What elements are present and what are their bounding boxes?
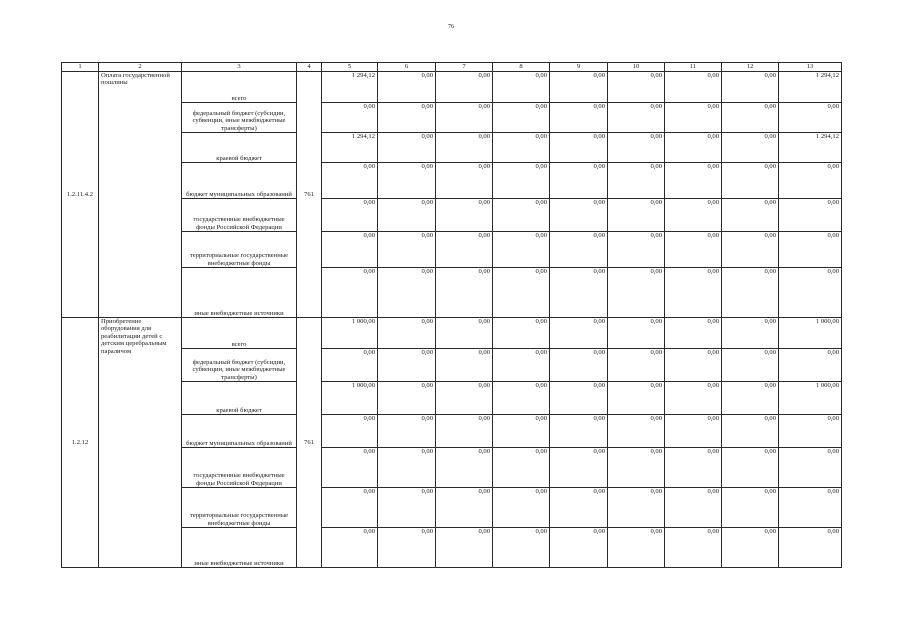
funding-source: всего	[182, 72, 297, 103]
amount-cell: 0,00	[779, 488, 842, 528]
amount-cell: 0,00	[436, 72, 493, 103]
table-body	[62, 72, 842, 568]
item-code: 1.2.12	[62, 318, 99, 568]
item-code: 1.2.11.4.2	[62, 72, 99, 318]
amount-cell: 0,00	[722, 133, 779, 163]
amount-cell: 0,00	[493, 268, 550, 318]
amount-cell: 0,00	[378, 72, 436, 103]
amount-cell: 0,00	[608, 318, 665, 349]
amount-cell: 0,00	[665, 528, 722, 568]
funding-source: бюджет муниципальных образований	[182, 415, 297, 448]
amount-cell: 0,00	[665, 448, 722, 488]
amount-cell: 0,00	[722, 103, 779, 133]
amount-cell: 0,00	[550, 528, 608, 568]
amount-cell: 0,00	[779, 232, 842, 268]
amount-cell: 0,00	[493, 528, 550, 568]
amount-cell: 0,00	[550, 72, 608, 103]
amount-cell: 0,00	[665, 103, 722, 133]
amount-cell: 0,00	[608, 163, 665, 199]
amount-cell: 0,00	[493, 488, 550, 528]
amount-cell: 1 294,12	[322, 72, 378, 103]
amount-cell: 0,00	[550, 199, 608, 232]
header-cell: 13	[779, 63, 842, 72]
amount-cell: 0,00	[436, 163, 493, 199]
amount-cell: 0,00	[722, 199, 779, 232]
amount-cell: 0,00	[779, 528, 842, 568]
header-cell: 10	[608, 63, 665, 72]
amount-cell: 0,00	[779, 103, 842, 133]
amount-cell: 0,00	[550, 382, 608, 415]
amount-cell: 0,00	[436, 415, 493, 448]
amount-cell: 0,00	[779, 349, 842, 382]
amount-cell: 0,00	[550, 318, 608, 349]
amount-cell: 0,00	[378, 382, 436, 415]
amount-cell: 0,00	[322, 349, 378, 382]
amount-cell: 0,00	[322, 103, 378, 133]
amount-cell: 0,00	[550, 232, 608, 268]
amount-cell: 0,00	[378, 488, 436, 528]
amount-cell: 0,00	[608, 133, 665, 163]
amount-cell: 0,00	[436, 318, 493, 349]
header-cell: 2	[99, 63, 182, 72]
amount-cell: 0,00	[493, 163, 550, 199]
funding-source: иные внебюджетные источники	[182, 528, 297, 568]
amount-cell: 0,00	[493, 318, 550, 349]
amount-cell: 0,00	[378, 199, 436, 232]
amount-cell: 0,00	[550, 349, 608, 382]
amount-cell: 0,00	[378, 232, 436, 268]
amount-cell: 0,00	[322, 415, 378, 448]
amount-cell: 0,00	[722, 318, 779, 349]
amount-cell: 0,00	[436, 199, 493, 232]
amount-cell: 0,00	[378, 268, 436, 318]
grbs-code: 761	[297, 72, 322, 318]
amount-cell: 0,00	[493, 103, 550, 133]
amount-cell: 0,00	[722, 488, 779, 528]
amount-cell: 0,00	[722, 528, 779, 568]
amount-cell: 0,00	[378, 415, 436, 448]
header-cell: 6	[378, 63, 436, 72]
amount-cell: 1 294,12	[322, 133, 378, 163]
amount-cell: 0,00	[493, 199, 550, 232]
funding-source: краевой бюджет	[182, 382, 297, 415]
header-cell: 1	[62, 63, 99, 72]
amount-cell: 0,00	[722, 268, 779, 318]
amount-cell: 1 000,00	[779, 382, 842, 415]
amount-cell: 0,00	[436, 349, 493, 382]
amount-cell: 0,00	[493, 72, 550, 103]
amount-cell: 0,00	[722, 415, 779, 448]
header-cell: 8	[493, 63, 550, 72]
amount-cell: 0,00	[436, 268, 493, 318]
item-title: Приобретение оборудования для реабилитации детей с детским церебральным параличом	[99, 318, 182, 568]
amount-cell: 0,00	[608, 488, 665, 528]
amount-cell: 0,00	[322, 163, 378, 199]
funding-source: территориальные государственные внебюджетные фонды	[182, 488, 297, 528]
amount-cell: 0,00	[722, 163, 779, 199]
amount-cell: 0,00	[493, 382, 550, 415]
amount-cell: 0,00	[608, 103, 665, 133]
header-cell: 7	[436, 63, 493, 72]
header-row	[62, 63, 842, 72]
amount-cell: 0,00	[493, 232, 550, 268]
amount-cell: 0,00	[322, 232, 378, 268]
amount-cell: 0,00	[665, 199, 722, 232]
amount-cell: 1 000,00	[322, 382, 378, 415]
amount-cell: 0,00	[779, 448, 842, 488]
grbs-code: 761	[297, 318, 322, 568]
amount-cell: 0,00	[608, 415, 665, 448]
amount-cell: 0,00	[550, 103, 608, 133]
funding-source: территориальные государственные внебюджетные фонды	[182, 232, 297, 268]
amount-cell: 0,00	[322, 448, 378, 488]
amount-cell: 0,00	[722, 232, 779, 268]
table-row	[62, 318, 842, 349]
header-cell: 4	[297, 63, 322, 72]
amount-cell: 0,00	[665, 318, 722, 349]
amount-cell: 0,00	[550, 448, 608, 488]
amount-cell: 0,00	[779, 415, 842, 448]
header-cell: 9	[550, 63, 608, 72]
amount-cell: 0,00	[665, 349, 722, 382]
amount-cell: 0,00	[665, 382, 722, 415]
amount-cell: 1 294,12	[779, 133, 842, 163]
funding-source: всего	[182, 318, 297, 349]
amount-cell: 0,00	[378, 349, 436, 382]
amount-cell: 0,00	[779, 163, 842, 199]
amount-cell: 0,00	[378, 163, 436, 199]
amount-cell: 0,00	[722, 448, 779, 488]
funding-source: краевой бюджет	[182, 133, 297, 163]
amount-cell: 0,00	[322, 199, 378, 232]
funding-source: федеральный бюджет (субсидии, субвенции, иные межбюджетные трансферты)	[182, 349, 297, 382]
amount-cell: 0,00	[608, 448, 665, 488]
amount-cell: 0,00	[722, 349, 779, 382]
amount-cell: 0,00	[550, 163, 608, 199]
funding-source: государственные внебюджетные фонды Российской Федерации	[182, 199, 297, 232]
amount-cell: 0,00	[436, 103, 493, 133]
amount-cell: 1 000,00	[322, 318, 378, 349]
amount-cell: 0,00	[550, 133, 608, 163]
funding-source: федеральный бюджет (субсидии, субвенции, иные межбюджетные трансферты)	[182, 103, 297, 133]
amount-cell: 0,00	[779, 268, 842, 318]
amount-cell: 0,00	[665, 232, 722, 268]
amount-cell: 0,00	[436, 133, 493, 163]
amount-cell: 0,00	[436, 488, 493, 528]
amount-cell: 1 000,00	[779, 318, 842, 349]
header-cell: 3	[182, 63, 297, 72]
amount-cell: 0,00	[436, 528, 493, 568]
amount-cell: 0,00	[665, 72, 722, 103]
amount-cell: 0,00	[493, 133, 550, 163]
funding-source: бюджет муниципальных образований	[182, 163, 297, 199]
amount-cell: 0,00	[665, 415, 722, 448]
header-cell: 12	[722, 63, 779, 72]
item-title: Оплата государственной пошлины	[99, 72, 182, 318]
amount-cell: 0,00	[436, 232, 493, 268]
amount-cell: 0,00	[322, 488, 378, 528]
header-cell: 11	[665, 63, 722, 72]
amount-cell: 0,00	[493, 448, 550, 488]
amount-cell: 0,00	[608, 349, 665, 382]
funding-source: иные внебюджетные источники	[182, 268, 297, 318]
amount-cell: 0,00	[722, 72, 779, 103]
amount-cell: 0,00	[722, 382, 779, 415]
amount-cell: 0,00	[665, 163, 722, 199]
amount-cell: 0,00	[550, 415, 608, 448]
table-row	[62, 72, 842, 103]
amount-cell: 0,00	[779, 199, 842, 232]
header-cell: 5	[322, 63, 378, 72]
amount-cell: 0,00	[322, 268, 378, 318]
amount-cell: 0,00	[608, 528, 665, 568]
amount-cell: 0,00	[608, 232, 665, 268]
amount-cell: 0,00	[378, 448, 436, 488]
amount-cell: 0,00	[493, 349, 550, 382]
amount-cell: 0,00	[608, 382, 665, 415]
amount-cell: 0,00	[608, 199, 665, 232]
amount-cell: 0,00	[665, 488, 722, 528]
amount-cell: 0,00	[436, 382, 493, 415]
amount-cell: 0,00	[665, 268, 722, 318]
amount-cell: 0,00	[378, 318, 436, 349]
amount-cell: 0,00	[378, 528, 436, 568]
budget-table	[61, 62, 842, 568]
amount-cell: 0,00	[436, 448, 493, 488]
funding-source: государственные внебюджетные фонды Российской Федерации	[182, 448, 297, 488]
amount-cell: 0,00	[608, 268, 665, 318]
amount-cell: 0,00	[322, 528, 378, 568]
amount-cell: 0,00	[378, 133, 436, 163]
amount-cell: 0,00	[665, 133, 722, 163]
amount-cell: 0,00	[493, 415, 550, 448]
amount-cell: 0,00	[608, 72, 665, 103]
amount-cell: 0,00	[550, 268, 608, 318]
page-number: 76	[448, 24, 454, 30]
amount-cell: 1 294,12	[779, 72, 842, 103]
amount-cell: 0,00	[378, 103, 436, 133]
amount-cell: 0,00	[550, 488, 608, 528]
